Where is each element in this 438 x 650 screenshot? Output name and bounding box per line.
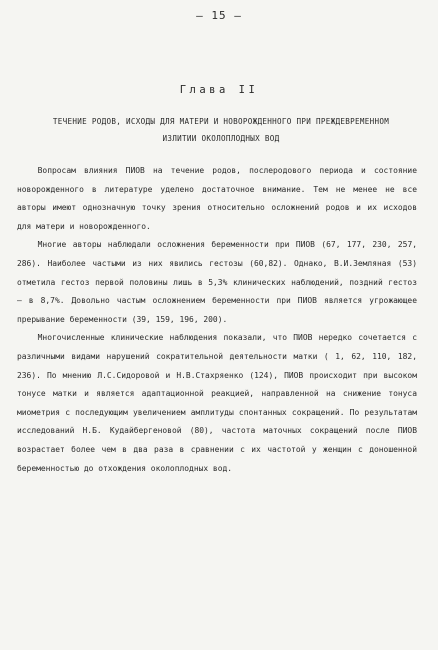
paragraph: Многочисленные клинические наблюдения показали, что ПИОВ нередко сочетается с различными видами нарушений сократительной деятельности матки ( 1, 62, 110, 182, 236). По мнению Л.С.Сидоровой и Н.В.Стахряенко (124), ПИОВ происходит при высоком тонусе матки и является адаптационной реакцией, направленной на снижение тонуса миометрия с последующим увеличением амплитуды спонтанных сокращений. По результатам исследований Н.Б. Кудайбергеновой (80), частота маточных сокращений после ПИОВ возрастает более чем в два раза в сравнении с их частотой у женщин с доношенной беременностью до отхождения околоплодных вод.: [17, 333, 417, 473]
chapter-heading: Глава II: [179, 84, 259, 96]
chapter-title: ТЕЧЕНИЕ РОДОВ, ИСХОДЫ ДЛЯ МАТЕРИ И НОВОРОЖДЕННОГО ПРИ ПРЕЖДЕВРЕМЕННОМ ИЗЛИТИИ ОКОЛОПЛОДНЫХ ВОД: [52, 117, 390, 143]
body-text: [17, 162, 417, 478]
paragraph: Вопросам влияния ПИОВ на течение родов, послеродового периода и состояние новорожденного в литературе уделено достаточное внимание. Тем не менее не все авторы имеют однозначную точку зрения относительно осложнений родов и их исходов для матери и новорожденного.: [17, 166, 417, 231]
page-number: – 15 –: [196, 9, 242, 22]
paragraph: Многие авторы наблюдали осложнения беременности при ПИОВ (67, 177, 230, 257, 286). Наиболее частыми из них явились гестозы (60,82). Однако, В.И.Земляная (53) отметила гестоз первой половины лишь в 5,3% клинических наблюдений, поздний гестоз – в 8,7%. Довольно частым осложнением беременности при ПИОВ является угрожающее прерывание беременности (39, 159, 196, 200).: [17, 240, 417, 324]
